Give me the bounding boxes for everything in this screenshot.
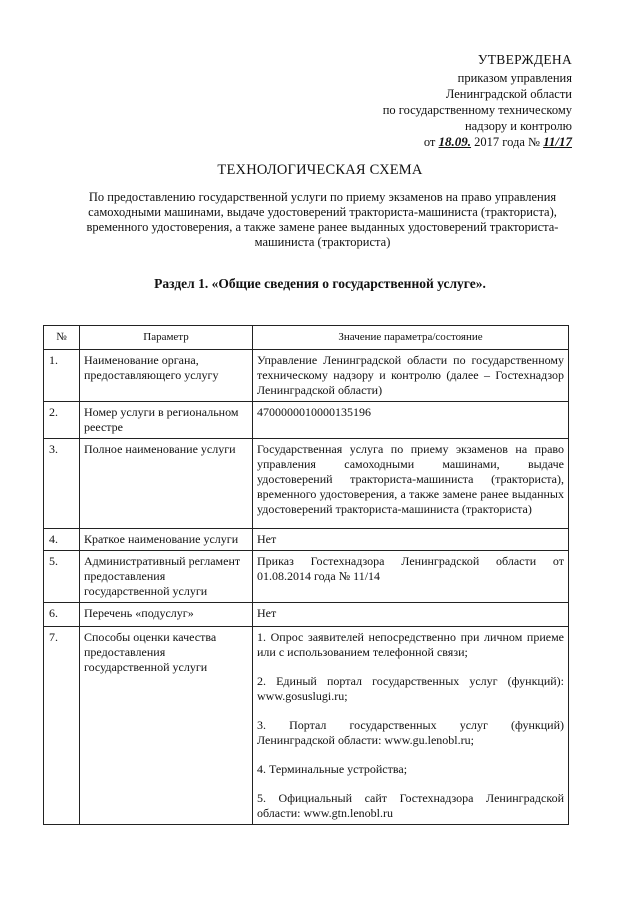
row-number: 3.: [44, 439, 80, 529]
table-header-row: [44, 326, 569, 350]
approval-line: приказом управления: [457, 71, 572, 85]
row-parameter: Способы оценки качества предоставления государственной услуги: [80, 627, 253, 825]
row-value: Нет: [253, 529, 569, 551]
table-row: [44, 402, 569, 439]
general-info-table: [43, 325, 569, 825]
row-parameter: Полное наименование услуги: [80, 439, 253, 529]
row-parameter: Перечень «подуслуг»: [80, 603, 253, 627]
number-prefix: №: [528, 135, 540, 149]
table-row: [44, 529, 569, 551]
row-number: 4.: [44, 529, 80, 551]
row-value: 4700000010000135196: [253, 402, 569, 439]
handwritten-number: 11/17: [543, 134, 572, 149]
column-header-number: №: [44, 326, 80, 350]
row-value-list: [253, 627, 569, 825]
list-item: 2. Единый портал государственных услуг (функций): www.gosuslugi.ru;: [257, 674, 564, 703]
row-number: 7.: [44, 627, 80, 825]
column-header-value: Значение параметра/состояние: [253, 326, 569, 350]
section-heading: Раздел 1. «Общие сведения о государственной услуге».: [154, 276, 486, 291]
table-row: [44, 439, 569, 529]
row-value: Приказ Гостехнадзора Ленинградской области от 01.08.2014 года № 11/14: [253, 551, 569, 603]
approval-line: по государственному техническому: [382, 103, 572, 117]
row-number: 5.: [44, 551, 80, 603]
approval-line: надзору и контролю: [464, 119, 572, 133]
list-item: 1. Опрос заявителей непосредственно при личном приеме или с использованием телефонной связи;: [257, 630, 564, 659]
row-value: Государственная услуга по приему экзаменов на право управления самоходными машинами, выдаче удостоверений тракториста-машиниста (тракториста), временного удостоверения, а также замене ранее выданных удостоверений тракториста-машиниста (тракториста): [253, 439, 569, 529]
row-parameter: Краткое наименование услуги: [80, 529, 253, 551]
approval-line: Ленинградской области: [445, 87, 572, 101]
approval-stamp: [312, 52, 572, 150]
row-parameter: Наименование органа, предоставляющего услугу: [80, 350, 253, 402]
column-header-parameter: Параметр: [80, 326, 253, 350]
date-prefix: от: [423, 135, 436, 149]
list-item: 4. Терминальные устройства;: [257, 762, 408, 776]
row-parameter: Административный регламент предоставления государственной услуги: [80, 551, 253, 603]
document-subtitle: По предоставлению государственной услуги по приему экзаменов на право управления самоходными машинами, выдаче удостоверений тракториста-машиниста (тракториста), временного удостоверения, а также замене ранее выданных удостоверений тракториста-машиниста (тракториста): [86, 190, 559, 249]
handwritten-date: 18.09.: [438, 134, 472, 149]
approval-date-line: [312, 134, 572, 150]
document-title: ТЕХНОЛОГИЧЕСКАЯ СХЕМА: [217, 162, 423, 178]
row-number: 2.: [44, 402, 80, 439]
list-item: 5. Официальный сайт Гостехнадзора Ленинградской области: www.gtn.lenobl.ru: [257, 791, 564, 820]
row-value: Нет: [253, 603, 569, 627]
approval-heading: УТВЕРЖДЕНА: [477, 52, 572, 67]
row-number: 6.: [44, 603, 80, 627]
row-value: Управление Ленинградской области по государственному техническому надзору и контролю (далее – Гостехнадзор Ленинградской области): [253, 350, 569, 402]
table-row: [44, 603, 569, 627]
row-number: 1.: [44, 350, 80, 402]
row-parameter: Номер услуги в региональном реестре: [80, 402, 253, 439]
table-row: [44, 350, 569, 402]
table-row: [44, 551, 569, 603]
table-row: [44, 627, 569, 825]
year-text: 2017 года: [474, 135, 525, 149]
list-item: 3. Портал государственных услуг (функций) Ленинградской области: www.gu.lenobl.ru;: [257, 718, 564, 747]
